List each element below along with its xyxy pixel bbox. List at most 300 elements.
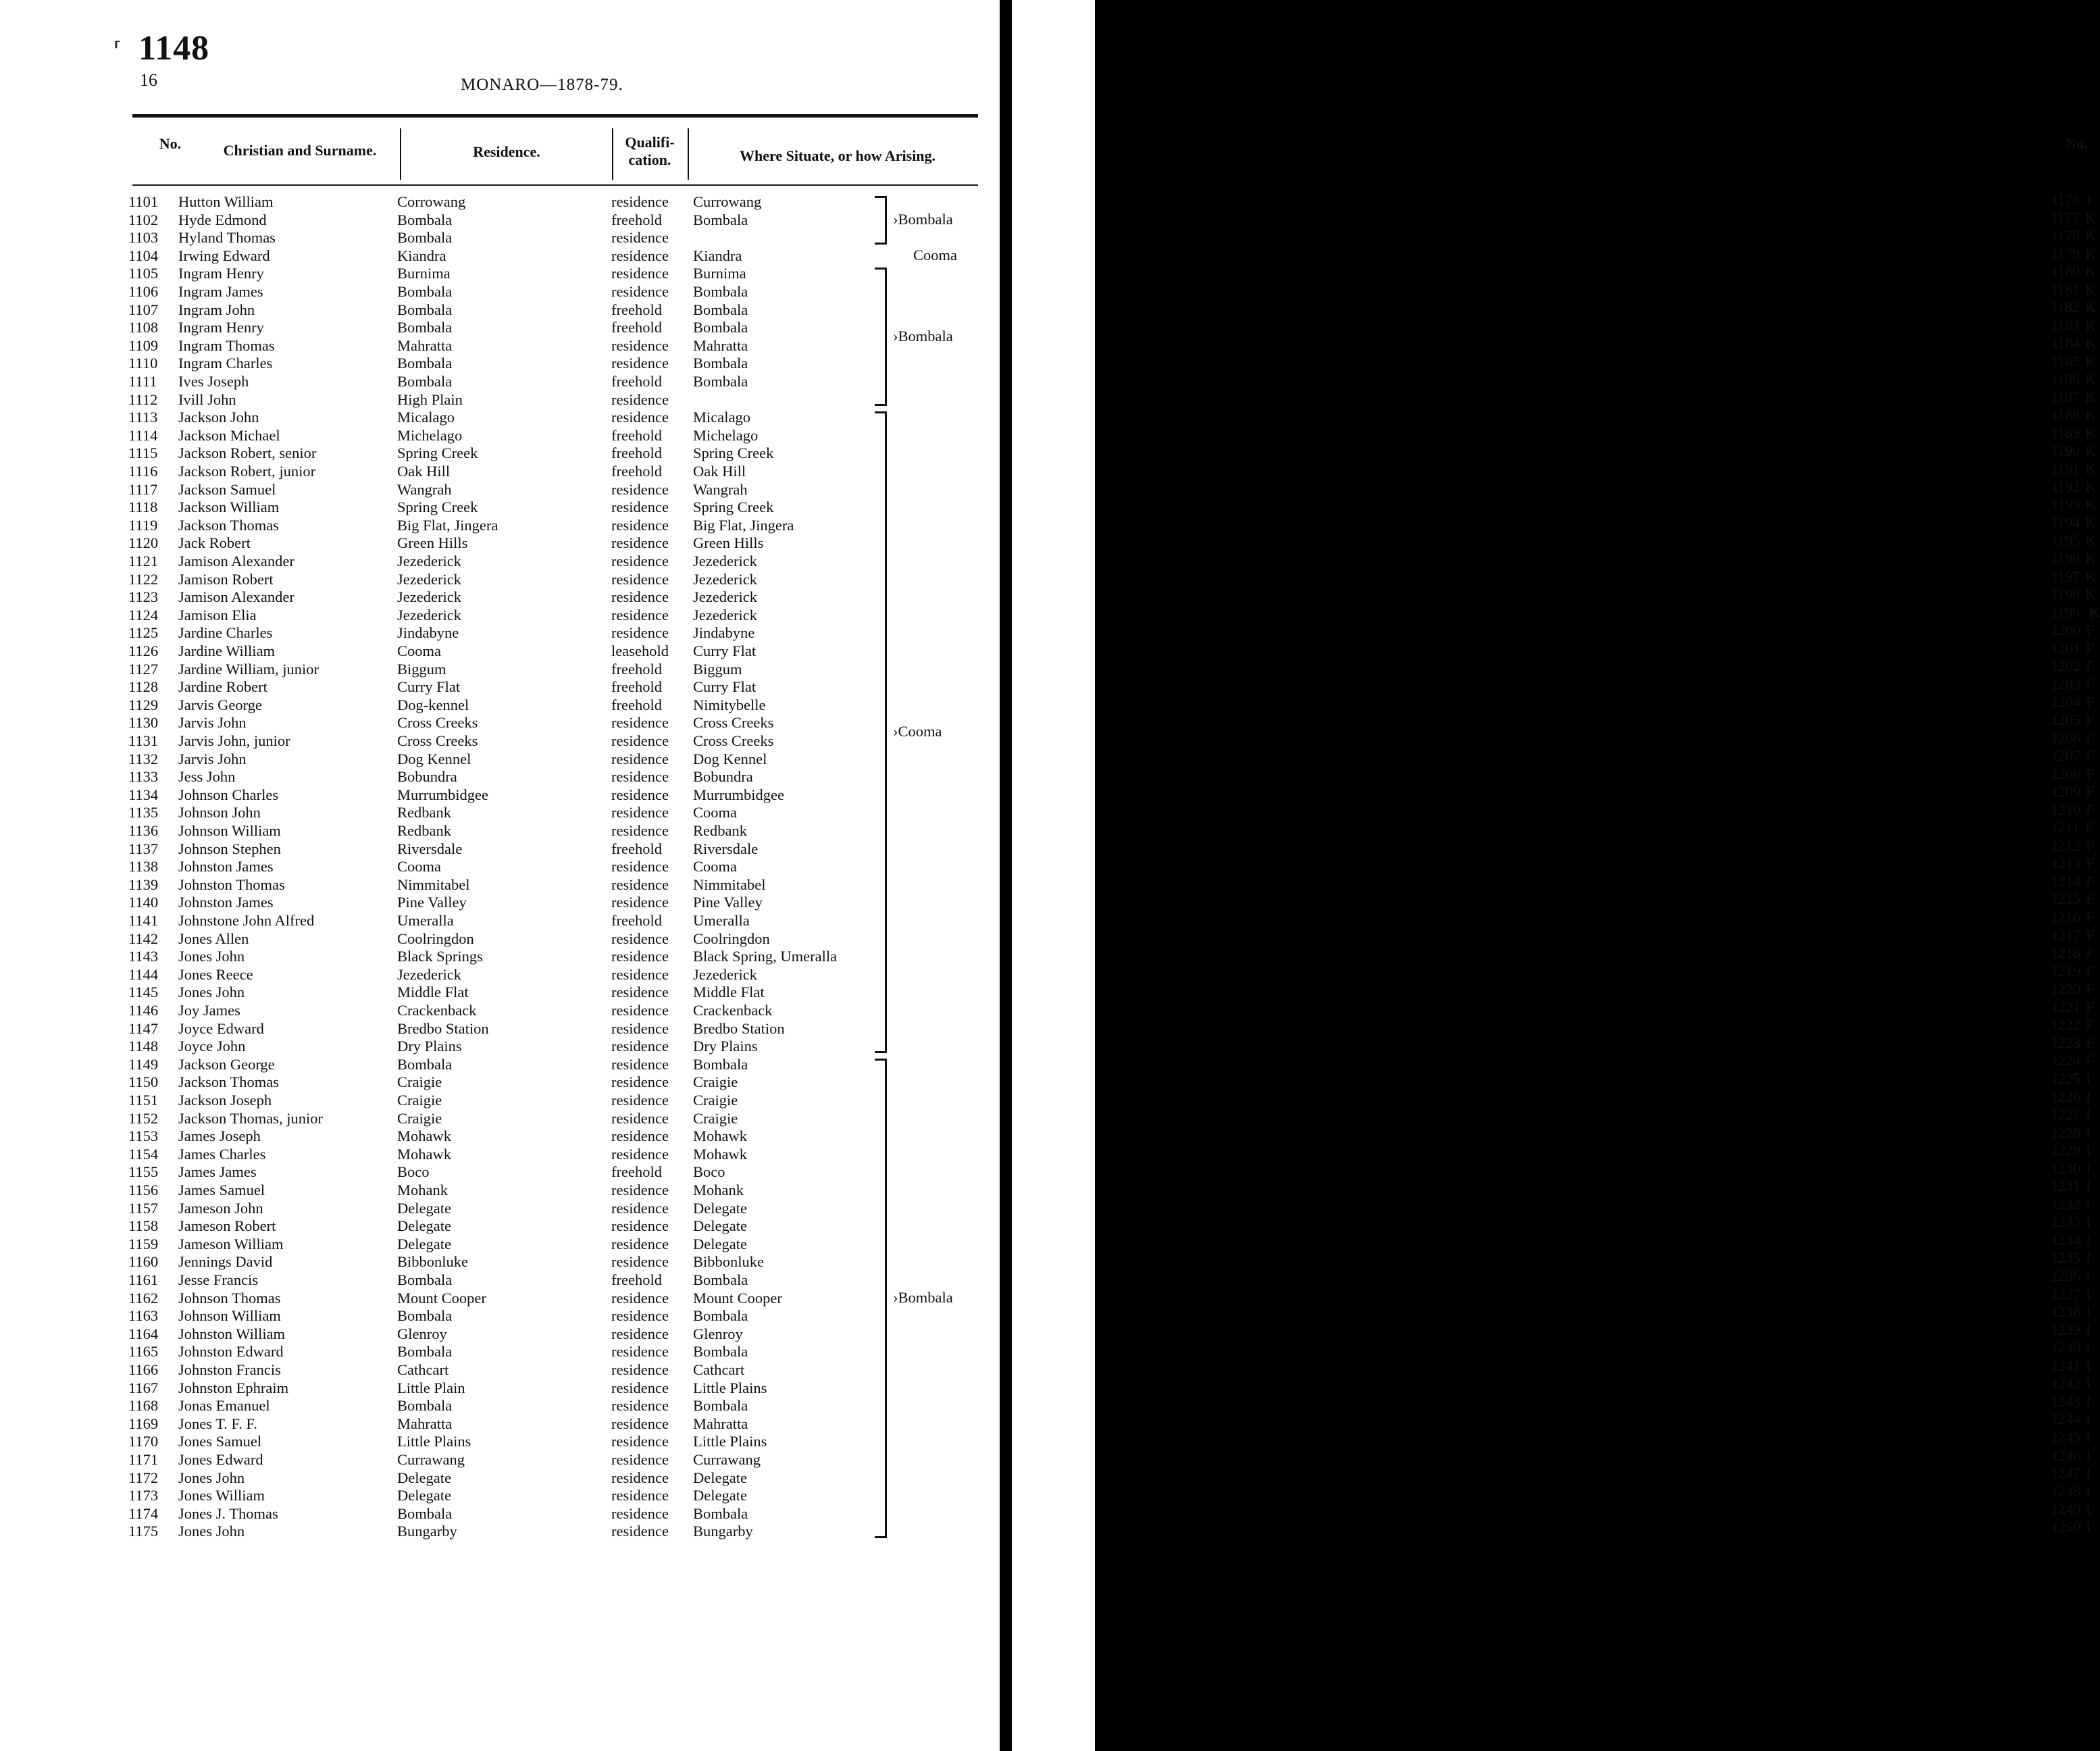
row-qualification: residence — [611, 553, 669, 569]
next-row-initial: K — [2085, 299, 2097, 316]
row-where: Mount Cooper — [693, 1289, 782, 1306]
next-column-row — [2051, 783, 2094, 801]
header-where: Where Situate, or how Arising. — [739, 147, 936, 164]
row-number: 1127 — [128, 660, 159, 678]
next-row-number: 1196 — [2051, 550, 2080, 567]
next-row-number: 1184 — [2051, 334, 2080, 352]
next-row-number: 1240 — [2051, 1339, 2080, 1356]
row-qualification: residence — [611, 336, 669, 354]
row-number: 1138 — [128, 858, 159, 876]
row-residence: Michelago — [397, 426, 463, 444]
next-column-row — [2051, 980, 2094, 998]
row-number: 1112 — [128, 390, 158, 408]
next-row-initial: I — [2086, 1177, 2091, 1195]
row-name: Jamison Robert — [178, 570, 274, 588]
row-qualification: residence — [611, 1361, 669, 1378]
next-column-row — [2051, 334, 2096, 352]
row-residence: Glenroy — [397, 1325, 447, 1342]
next-row-number: 1225 — [2051, 1069, 2080, 1087]
row-qualification: residence — [611, 1199, 669, 1217]
row-residence: Jezederick — [397, 553, 461, 569]
row-name: Jones John — [178, 1469, 245, 1486]
next-column-row — [2051, 1196, 2091, 1213]
row-where: Nimmitabel — [693, 876, 766, 893]
row-number: 1102 — [128, 211, 159, 228]
next-row-number: 1213 — [2051, 855, 2080, 872]
row-number: 1106 — [128, 283, 159, 300]
row-where: Jezederick — [693, 588, 757, 606]
row-where: Spring Creek — [693, 499, 774, 516]
row-qualification: residence — [611, 193, 669, 210]
next-row-initial: F — [2086, 657, 2095, 675]
row-name: Jardine William — [178, 642, 276, 659]
row-residence: Delegate — [397, 1235, 451, 1252]
row-qualification: residence — [611, 1523, 669, 1540]
row-residence: Cross Creeks — [397, 732, 478, 749]
row-name: Jones Allen — [178, 930, 249, 947]
row-where: Glenroy — [693, 1325, 743, 1342]
page-sheet — [0, 0, 1000, 1751]
next-row-number: 1189 — [2051, 424, 2080, 442]
row-residence: Mahratta — [397, 1415, 453, 1432]
next-row-number: 1206 — [2051, 729, 2080, 746]
next-row-number: 1198 — [2051, 586, 2080, 603]
row-number: 1151 — [128, 1092, 159, 1109]
next-column-row — [2051, 1321, 2091, 1339]
row-qualification: residence — [611, 1145, 669, 1163]
row-number: 1160 — [128, 1253, 159, 1271]
row-qualification: residence — [611, 984, 669, 1001]
row-where: Murrumbidgee — [693, 786, 784, 803]
next-row-number: 1221 — [2051, 998, 2080, 1015]
row-number: 1159 — [128, 1235, 159, 1252]
next-row-number: 1199. — [2051, 603, 2084, 621]
next-column-row — [2051, 1088, 2091, 1106]
row-residence: Micalago — [397, 409, 455, 426]
row-qualification: residence — [611, 732, 669, 749]
next-row-number: 1192 — [2051, 478, 2080, 495]
row-name: Jameson John — [178, 1199, 263, 1217]
row-qualification: residence — [611, 247, 669, 264]
row-where: Curry Flat — [693, 678, 757, 696]
row-residence: Bombala — [397, 211, 453, 228]
next-row-number: 1243 — [2051, 1392, 2080, 1410]
row-qualification: residence — [611, 1019, 669, 1037]
row-number: 1110 — [128, 355, 158, 372]
next-column-row — [2051, 1483, 2091, 1500]
row-where: Kiandra — [693, 247, 742, 264]
row-name: Irwing Edward — [178, 247, 270, 264]
next-row-initial: F — [2086, 711, 2095, 728]
row-where: Bombala — [693, 1271, 748, 1288]
row-qualification: residence — [611, 948, 669, 965]
row-where: Cross Creeks — [693, 732, 774, 749]
row-name: James Charles — [178, 1145, 266, 1163]
next-row-number: 1187 — [2051, 388, 2080, 406]
row-residence: High Plain — [397, 390, 463, 408]
row-where: Bungarby — [693, 1523, 753, 1540]
row-name: Joyce Edward — [178, 1019, 264, 1037]
row-number: 1137 — [128, 840, 159, 857]
row-number: 1108 — [128, 319, 159, 336]
next-row-initial: K — [2085, 406, 2097, 424]
next-column-row — [2051, 478, 2096, 496]
next-row-number: 1246 — [2051, 1446, 2080, 1464]
row-where: Dog Kennel — [693, 750, 767, 767]
row-qualification: residence — [611, 1002, 669, 1019]
next-column-row — [2051, 245, 2096, 263]
row-qualification: residence — [611, 965, 669, 983]
row-number: 1133 — [128, 768, 159, 786]
row-qualification: residence — [611, 1109, 669, 1127]
row-qualification: residence — [611, 1235, 669, 1252]
next-row-initial: K — [2085, 460, 2097, 478]
next-column-row — [2051, 371, 2096, 388]
row-qualification: residence — [611, 1182, 669, 1198]
row-name: Jardine Robert — [178, 678, 267, 696]
row-name: Ingram John — [178, 301, 255, 318]
row-residence: Currawang — [397, 1451, 465, 1468]
brace-arm — [875, 268, 887, 270]
next-row-number: 1218 — [2051, 944, 2080, 962]
next-column-row — [2051, 927, 2094, 944]
row-residence: Little Plain — [397, 1379, 465, 1396]
row-number: 1158 — [128, 1217, 159, 1235]
header-bottom-rule — [132, 184, 978, 186]
row-name: James Joseph — [178, 1127, 261, 1145]
next-row-number: 1195 — [2051, 532, 2080, 549]
next-column-row — [2051, 550, 2096, 567]
row-name: Jackson George — [178, 1055, 275, 1073]
brace-arm — [875, 1059, 887, 1061]
row-where: Micalago — [693, 409, 750, 426]
next-row-initial: F — [2086, 926, 2095, 944]
row-residence: Corrowang — [397, 193, 466, 210]
row-number: 1101 — [128, 193, 159, 210]
group-label: ›Bombala — [893, 1288, 953, 1306]
brace-arm — [875, 1051, 887, 1053]
next-column-row — [2051, 227, 2096, 245]
next-row-number: 1237 — [2051, 1285, 2080, 1302]
row-qualification: residence — [611, 606, 669, 624]
next-row-initial: F — [2086, 747, 2095, 765]
page-mark: ⸢ — [113, 39, 122, 61]
row-number: 1116 — [128, 463, 158, 480]
row-qualification: freehold — [611, 1163, 662, 1181]
row-name: Jess John — [178, 768, 236, 786]
next-row-number: 1188 — [2051, 406, 2080, 424]
row-residence: Pine Valley — [397, 894, 467, 911]
row-residence: Bombala — [397, 229, 453, 247]
row-name: Jesse Francis — [178, 1271, 259, 1288]
next-column-row — [2051, 1303, 2091, 1321]
next-column-row — [2051, 442, 2096, 460]
next-row-initial: K — [2085, 442, 2097, 459]
next-column-row — [2051, 1213, 2091, 1231]
row-residence: Bombala — [397, 1343, 453, 1361]
row-number: 1120 — [128, 534, 159, 552]
row-qualification: freehold — [611, 1271, 662, 1288]
row-name: Ingram James — [178, 283, 263, 300]
next-row-initial: F — [2086, 801, 2095, 818]
row-number: 1155 — [128, 1163, 159, 1181]
next-row-number: 1220 — [2051, 980, 2080, 998]
row-name: Jones J. Thomas — [178, 1504, 278, 1522]
next-row-number: 1219 — [2051, 962, 2080, 980]
row-name: Jarvis George — [178, 696, 262, 713]
next-row-initial: I — [2086, 1069, 2091, 1087]
next-column-row — [2051, 1519, 2091, 1536]
row-qualification: residence — [611, 1253, 669, 1271]
row-residence: Mahratta — [397, 336, 453, 354]
row-where: Craigie — [693, 1073, 738, 1091]
row-name: Hutton William — [178, 193, 274, 210]
next-row-initial: K — [2085, 550, 2097, 567]
row-residence: Bombala — [397, 283, 453, 300]
row-number: 1103 — [128, 229, 159, 247]
next-row-initial: F — [2086, 944, 2095, 962]
next-row-initial: I — [2086, 1213, 2091, 1231]
row-qualification: residence — [611, 1487, 669, 1504]
row-residence: Murrumbidgee — [397, 786, 488, 803]
row-residence: Bombala — [397, 1504, 453, 1522]
row-name: Jackson Thomas, junior — [178, 1109, 323, 1127]
next-row-initial: F — [2086, 909, 2095, 925]
next-row-number: 1247 — [2051, 1465, 2080, 1482]
next-column-row — [2051, 676, 2094, 693]
row-number: 1148 — [128, 1038, 159, 1055]
next-column-row — [2051, 1375, 2091, 1392]
next-column-row — [2051, 1142, 2091, 1159]
row-where: Dry Plains — [693, 1038, 758, 1055]
row-residence: Redbank — [397, 822, 451, 839]
next-row-initial: I — [2086, 1518, 2091, 1536]
row-name: Jameson William — [178, 1235, 284, 1252]
row-residence: Craigie — [397, 1073, 442, 1091]
row-where: Crackenback — [693, 1002, 773, 1019]
row-number: 1140 — [128, 894, 159, 911]
next-row-number: 1233 — [2051, 1213, 2080, 1231]
next-column-row — [2051, 1465, 2091, 1482]
row-where: Oak Hill — [693, 463, 746, 480]
row-name: Jackson William — [178, 499, 280, 516]
row-residence: Jindabyne — [397, 624, 459, 642]
row-where: Craigie — [693, 1109, 738, 1127]
row-where: Riversdale — [693, 840, 759, 857]
next-column-row — [2051, 1249, 2091, 1267]
next-row-number: 1234 — [2051, 1231, 2080, 1248]
next-row-number: 1204 — [2051, 693, 2080, 711]
row-name: Johnson Charles — [178, 786, 279, 803]
next-row-initial: F — [2086, 621, 2095, 639]
row-number: 1147 — [128, 1019, 159, 1037]
row-name: Jennings David — [178, 1253, 273, 1271]
row-residence: Dog-kennel — [397, 696, 469, 713]
next-row-number: 1203 — [2051, 675, 2080, 692]
row-name: Jonas Emanuel — [178, 1397, 270, 1415]
next-column-row — [2051, 424, 2096, 442]
next-column-row — [2051, 299, 2096, 316]
row-qualification: residence — [611, 1504, 669, 1522]
row-residence: Dog Kennel — [397, 750, 471, 767]
row-number: 1124 — [128, 606, 159, 624]
next-row-initial: I — [2086, 1195, 2091, 1213]
next-row-initial: F — [2086, 836, 2095, 854]
row-qualification: residence — [611, 1307, 669, 1325]
col-divider-1 — [400, 128, 401, 180]
row-number: 1165 — [128, 1343, 159, 1361]
row-number: 1131 — [128, 732, 159, 749]
row-qualification: residence — [611, 390, 669, 408]
row-qualification: freehold — [611, 840, 662, 857]
next-row-number: 1235 — [2051, 1249, 2080, 1267]
row-number: 1150 — [128, 1073, 159, 1091]
row-where: Mahratta — [693, 1415, 748, 1432]
row-qualification: residence — [611, 1343, 669, 1361]
row-qualification: residence — [611, 570, 669, 588]
row-residence: Bombala — [397, 1055, 453, 1073]
next-row-initial: F — [2086, 980, 2095, 998]
row-where: Black Spring, Umeralla — [693, 948, 838, 965]
next-row-initial: K — [2085, 532, 2097, 549]
next-column-row — [2051, 873, 2094, 890]
next-row-number: 1250 — [2051, 1518, 2080, 1536]
row-name: Jamison Elia — [178, 606, 257, 624]
row-qualification: residence — [611, 283, 669, 300]
row-name: Jones John — [178, 984, 245, 1001]
row-qualification: residence — [611, 588, 669, 606]
row-qualification: freehold — [611, 373, 662, 390]
row-where: Little Plains — [693, 1379, 767, 1396]
next-row-number: 1227 — [2051, 1106, 2080, 1123]
next-row-number: 1181 — [2051, 280, 2080, 298]
next-row-number: 1242 — [2051, 1375, 2080, 1392]
next-row-number: 1185 — [2051, 352, 2080, 370]
row-residence: Wangrah — [397, 480, 452, 498]
row-where: Cross Creeks — [693, 714, 774, 732]
row-residence: Mohawk — [397, 1127, 451, 1145]
row-number: 1156 — [128, 1182, 159, 1198]
row-residence: Boco — [397, 1163, 430, 1181]
row-number: 1135 — [128, 804, 159, 821]
row-name: Jardine William, junior — [178, 660, 319, 678]
row-where: Delegate — [693, 1235, 747, 1252]
header-no: No. — [159, 135, 182, 152]
row-residence: Bombala — [397, 301, 453, 318]
row-name: Ingram Thomas — [178, 336, 275, 354]
next-row-number: 1222 — [2051, 1016, 2080, 1034]
row-number: 1170 — [128, 1433, 159, 1450]
row-name: Jackson Samuel — [178, 480, 276, 498]
row-where: Mahratta — [693, 336, 748, 354]
header-top-rule — [132, 114, 978, 118]
next-row-initial: I — [2086, 1482, 2091, 1500]
next-column-row — [2051, 1393, 2091, 1411]
row-qualification: residence — [611, 894, 669, 911]
row-qualification: residence — [611, 1038, 669, 1055]
next-row-initial: I — [2086, 1339, 2091, 1356]
next-row-number: 1191 — [2051, 460, 2080, 478]
row-residence: Coolringdon — [397, 930, 474, 947]
row-residence: Craigie — [397, 1092, 442, 1109]
next-column-row — [2051, 1267, 2091, 1285]
row-qualification: residence — [611, 804, 669, 821]
row-residence: Bredbo Station — [397, 1019, 489, 1037]
row-number: 1130 — [128, 714, 159, 732]
row-name: Jones Reece — [178, 965, 253, 983]
row-number: 1152 — [128, 1109, 159, 1127]
row-number: 1123 — [128, 588, 159, 606]
next-column-row — [2051, 693, 2094, 711]
row-where: Burnima — [693, 265, 746, 282]
next-column-row — [2051, 1357, 2091, 1375]
next-column-row — [2051, 1106, 2091, 1123]
row-number: 1172 — [128, 1469, 159, 1486]
next-column-row — [2051, 1286, 2091, 1303]
next-row-initial: I — [2086, 1465, 2091, 1482]
row-where: Cooma — [693, 804, 737, 821]
row-number: 1114 — [128, 426, 158, 444]
row-number: 1141 — [128, 912, 159, 929]
next-column-row — [2051, 1160, 2091, 1177]
row-qualification: residence — [611, 858, 669, 876]
next-row-number: 1239 — [2051, 1321, 2080, 1338]
row-number: 1105 — [128, 265, 159, 282]
group-label: ›Bombala — [893, 210, 953, 228]
next-row-number: 1194 — [2051, 513, 2080, 531]
row-qualification: freehold — [611, 463, 662, 480]
row-name: Joyce John — [178, 1038, 246, 1055]
row-number: 1125 — [128, 624, 159, 642]
row-where: Wangrah — [693, 480, 748, 498]
next-row-initial: J — [2085, 191, 2091, 208]
next-row-number: 1223 — [2051, 1034, 2080, 1051]
row-number: 1162 — [128, 1289, 159, 1306]
next-column-row — [2051, 819, 2093, 836]
row-qualification: freehold — [611, 301, 662, 318]
row-qualification: freehold — [611, 696, 662, 713]
brace-arm — [875, 404, 887, 406]
row-residence: Cooma — [397, 642, 441, 659]
next-row-number: 1200 — [2051, 621, 2080, 639]
row-where: Boco — [693, 1163, 725, 1181]
next-column-row — [2051, 388, 2096, 406]
row-where: Bombala — [693, 283, 748, 300]
next-row-initial: K — [2085, 496, 2097, 513]
row-residence: Mount Cooper — [397, 1289, 486, 1306]
row-qualification: residence — [611, 265, 669, 282]
row-name: Jackson John — [178, 409, 259, 426]
row-where: Jezederick — [693, 606, 757, 624]
row-where: Bombala — [693, 373, 748, 390]
next-row-initial: F — [2086, 639, 2095, 657]
next-column-row — [2051, 909, 2094, 926]
brace-arm — [875, 196, 887, 198]
next-row-initial: F — [2086, 1052, 2095, 1069]
row-where: Cooma — [693, 858, 737, 876]
next-column-row — [2051, 209, 2096, 227]
next-row-initial: K — [2085, 370, 2097, 388]
row-qualification: freehold — [611, 426, 662, 444]
row-where: Jezederick — [693, 965, 757, 983]
row-number: 1129 — [128, 696, 159, 713]
row-qualification: residence — [611, 499, 669, 516]
row-qualification: residence — [611, 930, 669, 947]
row-name: Johnston William — [178, 1325, 286, 1342]
next-row-initial: I — [2086, 1285, 2091, 1302]
row-residence: Bobundra — [397, 768, 457, 786]
row-where: Bibbonluke — [693, 1253, 764, 1271]
